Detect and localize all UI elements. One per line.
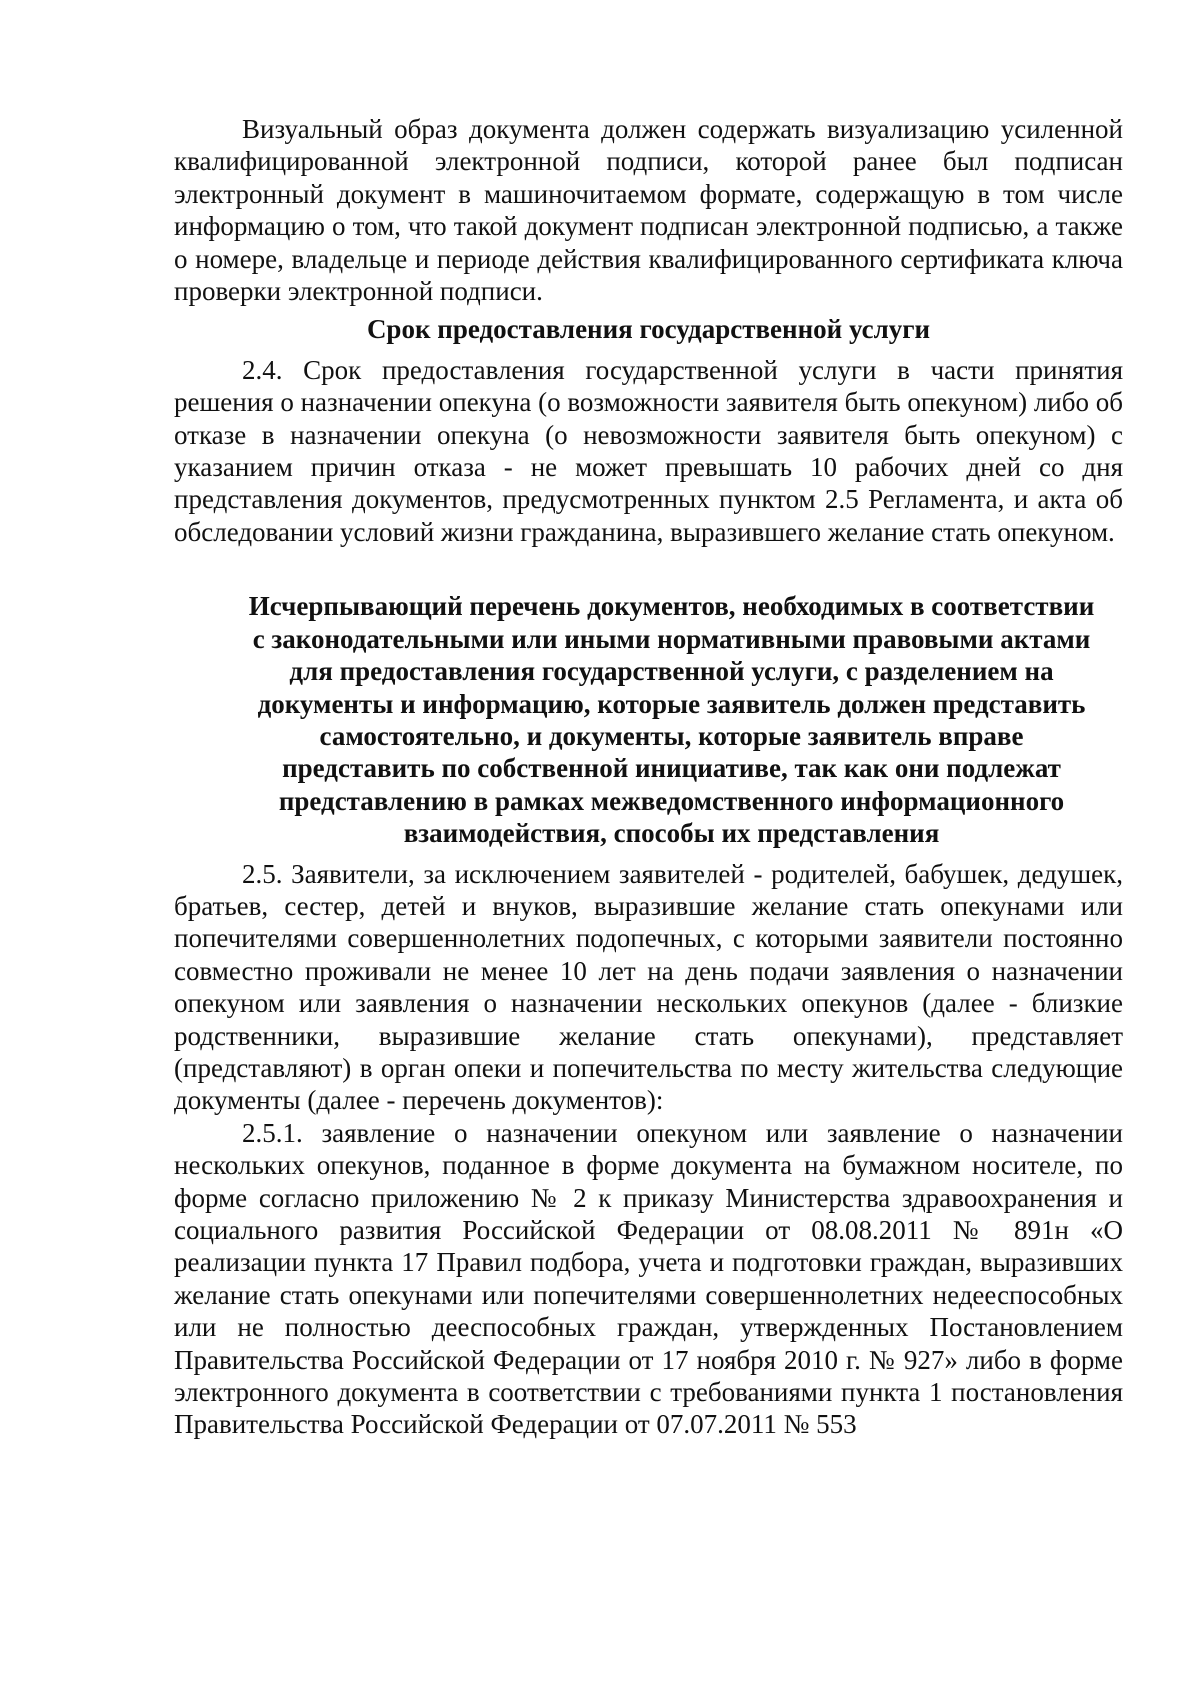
heading-document-list: Исчерпывающий перечень документов, необходимых в соответствии с законодательными или иными нормативными правовыми актами для предоставления государственной услуги, с разделением на документы и информацию, которые заявитель должен представить самостоятельно, и документы, которые заявитель вправе представить по собственной инициативе, так как они подлежат представлению в рамках межведомственного информационного взаимодействия, способы их представления — [248, 591, 1095, 849]
paragraph-2-5-1: 2.5.1. заявление о назначении опекуном или заявление о назначении нескольких опекунов, поданное в форме документа на бумажном носителе, по форме согласно приложению № 2 к приказу Министерства здравоохранения и социального развития Российской Федерации от 08.08.2011 № 891н «О реализации пункта 17 Правил подбора, учета и подготовки граждан, выразивших желание стать опекунами или попечителями совершеннолетних недееспособных или не полностью дееспособных граждан, утвержденных Постановлением Правительства Российской Федерации от 17 ноября 2010 г. № 927» либо в форме электронного документа в соответствии с требованиями пункта 1 постановления Правительства Российской Федерации от 07.07.2011 № 553 — [174, 1117, 1123, 1440]
document-page — [174, 113, 1123, 1441]
paragraph-2-4: 2.4. Срок предоставления государственной услуги в части принятия решения о назначении опекуна (о возможности заявителя быть опекуном) либо об отказе в назначении опекуна (о невозможности заявителя быть опекуном) с указанием причин отказа - не может превышать 10 рабочих дней со дня представления документов, предусмотренных пунктом 2.5 Регламента, и акта об обследовании условий жизни гражданина, выразившего желание стать опекуном. — [174, 354, 1123, 547]
paragraph-visual-image: Визуальный образ документа должен содержать визуализацию усиленной квалифицированной электронной подписи, которой ранее был подписан электронный документ в машиночитаемом формате, содержащую в том числе информацию о том, что такой документ подписан электронной подписью, а также о номере, владельце и периоде действия квалифицированного сертификата ключа проверки электронной подписи. — [174, 114, 1123, 307]
heading-service-term: Срок предоставления государственной услуги — [366, 314, 931, 345]
paragraph-2-5: 2.5. Заявители, за исключением заявителей - родителей, бабушек, дедушек, братьев, сестер, детей и внуков, выразившие желание стать опекунами или попечителями совершеннолетних подопечных, с которыми заявители постоянно совместно проживали не менее 10 лет на день подачи заявления о назначении опекуном или заявления о назначении нескольких опекунов (далее - близкие родственники, выразившие желание стать опекунами), представляет (представляют) в орган опеки и попечительства по месту жительства следующие документы (далее - перечень документов): — [174, 858, 1123, 1116]
